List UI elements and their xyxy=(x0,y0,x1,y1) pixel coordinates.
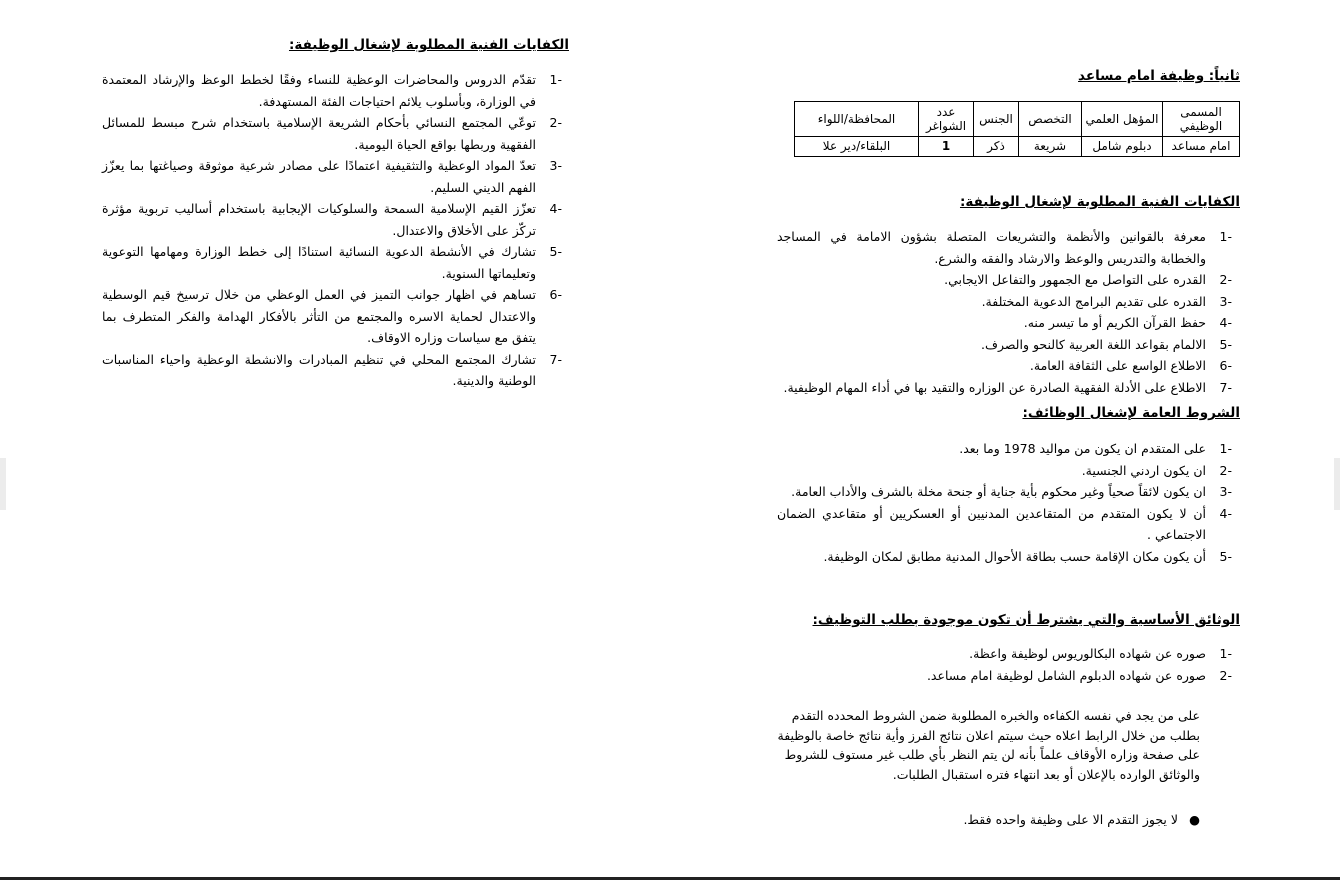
list-item-text: ان يكون لائقاً صحياً وغير محكوم بأية جناية أو جنحة مخلة بالشرف والأداب العامة. xyxy=(791,484,1206,499)
job-table xyxy=(794,101,1240,157)
list-item xyxy=(777,334,1232,356)
job-table-header-row xyxy=(795,102,1240,137)
list-item-text: تقدّم الدروس والمحاضرات الوعظية للنساء وفقًا لخطط الوعظ والإرشاد المعتمدة في الوزارة، وبأسلوب يلائم احتياجات الفئة المستهدفة. xyxy=(102,72,536,109)
job-title-heading: ثانياً: وظيفة امام مساعد xyxy=(1078,68,1240,84)
list-item xyxy=(777,460,1232,482)
list-item-number: -2 xyxy=(1219,667,1232,683)
page-edge-right xyxy=(1334,458,1340,510)
table-header-cell: المؤهل العلمي xyxy=(1082,102,1163,137)
list-item xyxy=(777,377,1232,399)
list-item-number: -5 xyxy=(1219,336,1232,352)
list-item xyxy=(102,112,562,155)
list-item xyxy=(777,438,1232,460)
list-item-text: على المتقدم ان يكون من مواليد 1978 وما بعد. xyxy=(959,441,1206,456)
list-item-number: -3 xyxy=(1219,293,1232,309)
list-item-number: -7 xyxy=(1219,379,1232,395)
list-item-number: -2 xyxy=(1219,272,1232,287)
documents-list xyxy=(777,643,1232,686)
general-conditions-list xyxy=(777,438,1232,567)
list-item xyxy=(777,481,1232,503)
list-item-text: توعّي المجتمع النسائي بأحكام الشريعة الإسلامية باستخدام شرح مبسط للمسائل الفقهية وربطها بواقع الحياة اليومية. xyxy=(102,115,536,152)
list-item xyxy=(777,291,1232,313)
right-competencies-list xyxy=(777,226,1232,398)
list-item-number: -4 xyxy=(1219,505,1232,521)
list-item-text: القدره على تقديم البرامج الدعوية المختلفة. xyxy=(981,293,1206,309)
table-cell: البلقاء/دير علا xyxy=(795,137,919,157)
list-item-text: ان يكون اردني الجنسية. xyxy=(1081,462,1206,478)
list-item-number: -6 xyxy=(549,287,562,302)
table-header-cell: المحافظة/اللواء xyxy=(795,102,919,137)
list-item xyxy=(777,643,1232,665)
list-item-number: -4 xyxy=(549,201,562,216)
right-competencies-heading: الكفايات الفنية المطلوبة لإشغال الوظيفة: xyxy=(959,194,1240,210)
list-item xyxy=(777,312,1232,334)
table-header-cell: الجنس xyxy=(974,102,1019,137)
documents-heading: الوثائق الأساسية والتي يشترط أن تكون موجودة بطلب التوظيف: xyxy=(812,612,1240,628)
list-item-number: -5 xyxy=(1219,548,1232,564)
list-item xyxy=(777,503,1232,546)
table-header-cell: عدد الشواغر xyxy=(919,102,974,137)
list-item xyxy=(777,546,1232,568)
list-item-text: الاطلاع الواسع على الثقافة العامة. xyxy=(1029,358,1206,373)
table-cell: ذكر xyxy=(974,137,1019,157)
list-item-text: معرفة بالقوانين والأنظمة والتشريعات المتصلة بشؤون الامامة في المساجد والخطابة والتدريس والوعظ والارشاد والفقه والشرع. xyxy=(777,229,1206,266)
page-edge-left xyxy=(0,458,6,510)
list-item xyxy=(777,226,1232,269)
list-item xyxy=(102,349,562,392)
bullet-text: لا يجوز التقدم الا على وظيفة واحده فقط. xyxy=(963,812,1178,827)
list-item-number: -1 xyxy=(1219,229,1232,244)
list-item-text: تعدّ المواد الوعظية والتثقيفية اعتمادًا على مصادر شرعية موثوقة وصياغتها بما يعزّز الفهم الديني السليم. xyxy=(102,158,536,195)
list-item-number: -1 xyxy=(549,72,562,87)
job-table-data-row xyxy=(795,137,1240,157)
list-item xyxy=(777,665,1232,687)
list-item-text: صوره عن شهاده الدبلوم الشامل لوظيفة امام مساعد. xyxy=(926,667,1206,683)
list-item xyxy=(777,355,1232,377)
single-job-bullet xyxy=(963,812,1200,827)
table-cell: 1 xyxy=(919,137,974,157)
list-item xyxy=(102,198,562,241)
table-header-cell: المسمى الوظيفي xyxy=(1163,102,1240,137)
list-item-text: الالمام بقواعد اللغة العربية كالنحو والصرف. xyxy=(981,336,1206,352)
list-item-number: -2 xyxy=(549,115,562,130)
list-item-number: -5 xyxy=(549,244,562,259)
list-item-number: -1 xyxy=(1219,646,1232,661)
list-item-number: -6 xyxy=(1219,358,1232,373)
list-item-number: -7 xyxy=(549,351,562,367)
list-item-text: صوره عن شهاده البكالوريوس لوظيفة واعظة. xyxy=(969,646,1206,661)
list-item-text: أن لا يكون المتقدم من المتقاعدين المدنيين أو العسكريين أو متقاعدي الضمان الاجتماعي . xyxy=(777,505,1206,542)
list-item-number: -4 xyxy=(1219,315,1232,330)
list-item xyxy=(102,241,562,284)
list-item-text: أن يكون مكان الإقامة حسب بطاقة الأحوال المدنية مطابق لمكان الوظيفة. xyxy=(823,548,1206,564)
table-cell: امام مساعد xyxy=(1163,137,1240,157)
left-competencies-list xyxy=(102,69,562,392)
list-item-text: القدره على التواصل مع الجمهور والتفاعل الايجابي. xyxy=(944,272,1206,287)
table-cell: دبلوم شامل xyxy=(1082,137,1163,157)
left-competencies-heading: الكفايات الفنية المطلوبة لإشغال الوظيفة: xyxy=(288,37,569,53)
table-cell: شريعة xyxy=(1019,137,1082,157)
list-item-number: -3 xyxy=(1219,484,1232,499)
bullet-dot-icon: ● xyxy=(1189,812,1200,827)
list-item xyxy=(102,69,562,112)
list-item-text: تعزّز القيم الإسلامية السمحة والسلوكيات الإيجابية باستخدام أساليب تربوية مؤثرة تركّز على الأخلاق والاعتدال. xyxy=(102,201,536,238)
application-note-paragraph: على من يجد في نفسه الكفاءه والخبره المطلوبة ضمن الشروط المحدده التقدم بطلب من خلال الرابط اعلاه حيث سيتم اعلان نتائج الفرز وأية نتائج خاصة بالوظيفة على صفحة وزاره الأوقاف علماً بأنه لن يتم النظر بأي طلب غير مستوف للشروط والوثائق الوارده بالإعلان أو بعد انتهاء فتره استقبال الطلبات. xyxy=(777,708,1200,782)
list-item-text: تشارك المجتمع المحلي في تنظيم المبادرات والانشطة الوعظية واحياء المناسبات الوطنية والدينية. xyxy=(102,351,536,388)
general-conditions-heading: الشروط العامة لإشغال الوظائف: xyxy=(1022,405,1240,421)
list-item-text: تساهم في اظهار جوانب التميز في العمل الوعظي من خلال ترسيخ قيم الوسطية والاعتدال لحماية الاسره والمجتمع من التأثر بالأفكار الهدامة والفكر المتطرف بما يتفق مع سياسات وزاره الاوقاف. xyxy=(102,287,536,345)
list-item-text: تشارك في الأنشطة الدعوية النسائية استنادًا إلى خطط الوزارة ومهامها التوعوية وتعليماتها السنوية. xyxy=(102,244,536,281)
list-item-number: -1 xyxy=(1219,441,1232,456)
list-item xyxy=(102,155,562,198)
list-item xyxy=(102,284,562,349)
table-header-cell: التخصص xyxy=(1019,102,1082,137)
list-item-number: -3 xyxy=(549,158,562,173)
list-item-text: حفظ القرآن الكريم أو ما تيسر منه. xyxy=(1023,315,1206,330)
list-item-number: -2 xyxy=(1219,462,1232,478)
list-item xyxy=(777,269,1232,291)
list-item-text: الاطلاع على الأدلة الفقهية الصادرة عن الوزاره والتقيد بها في أداء المهام الوظيفية. xyxy=(783,379,1206,395)
